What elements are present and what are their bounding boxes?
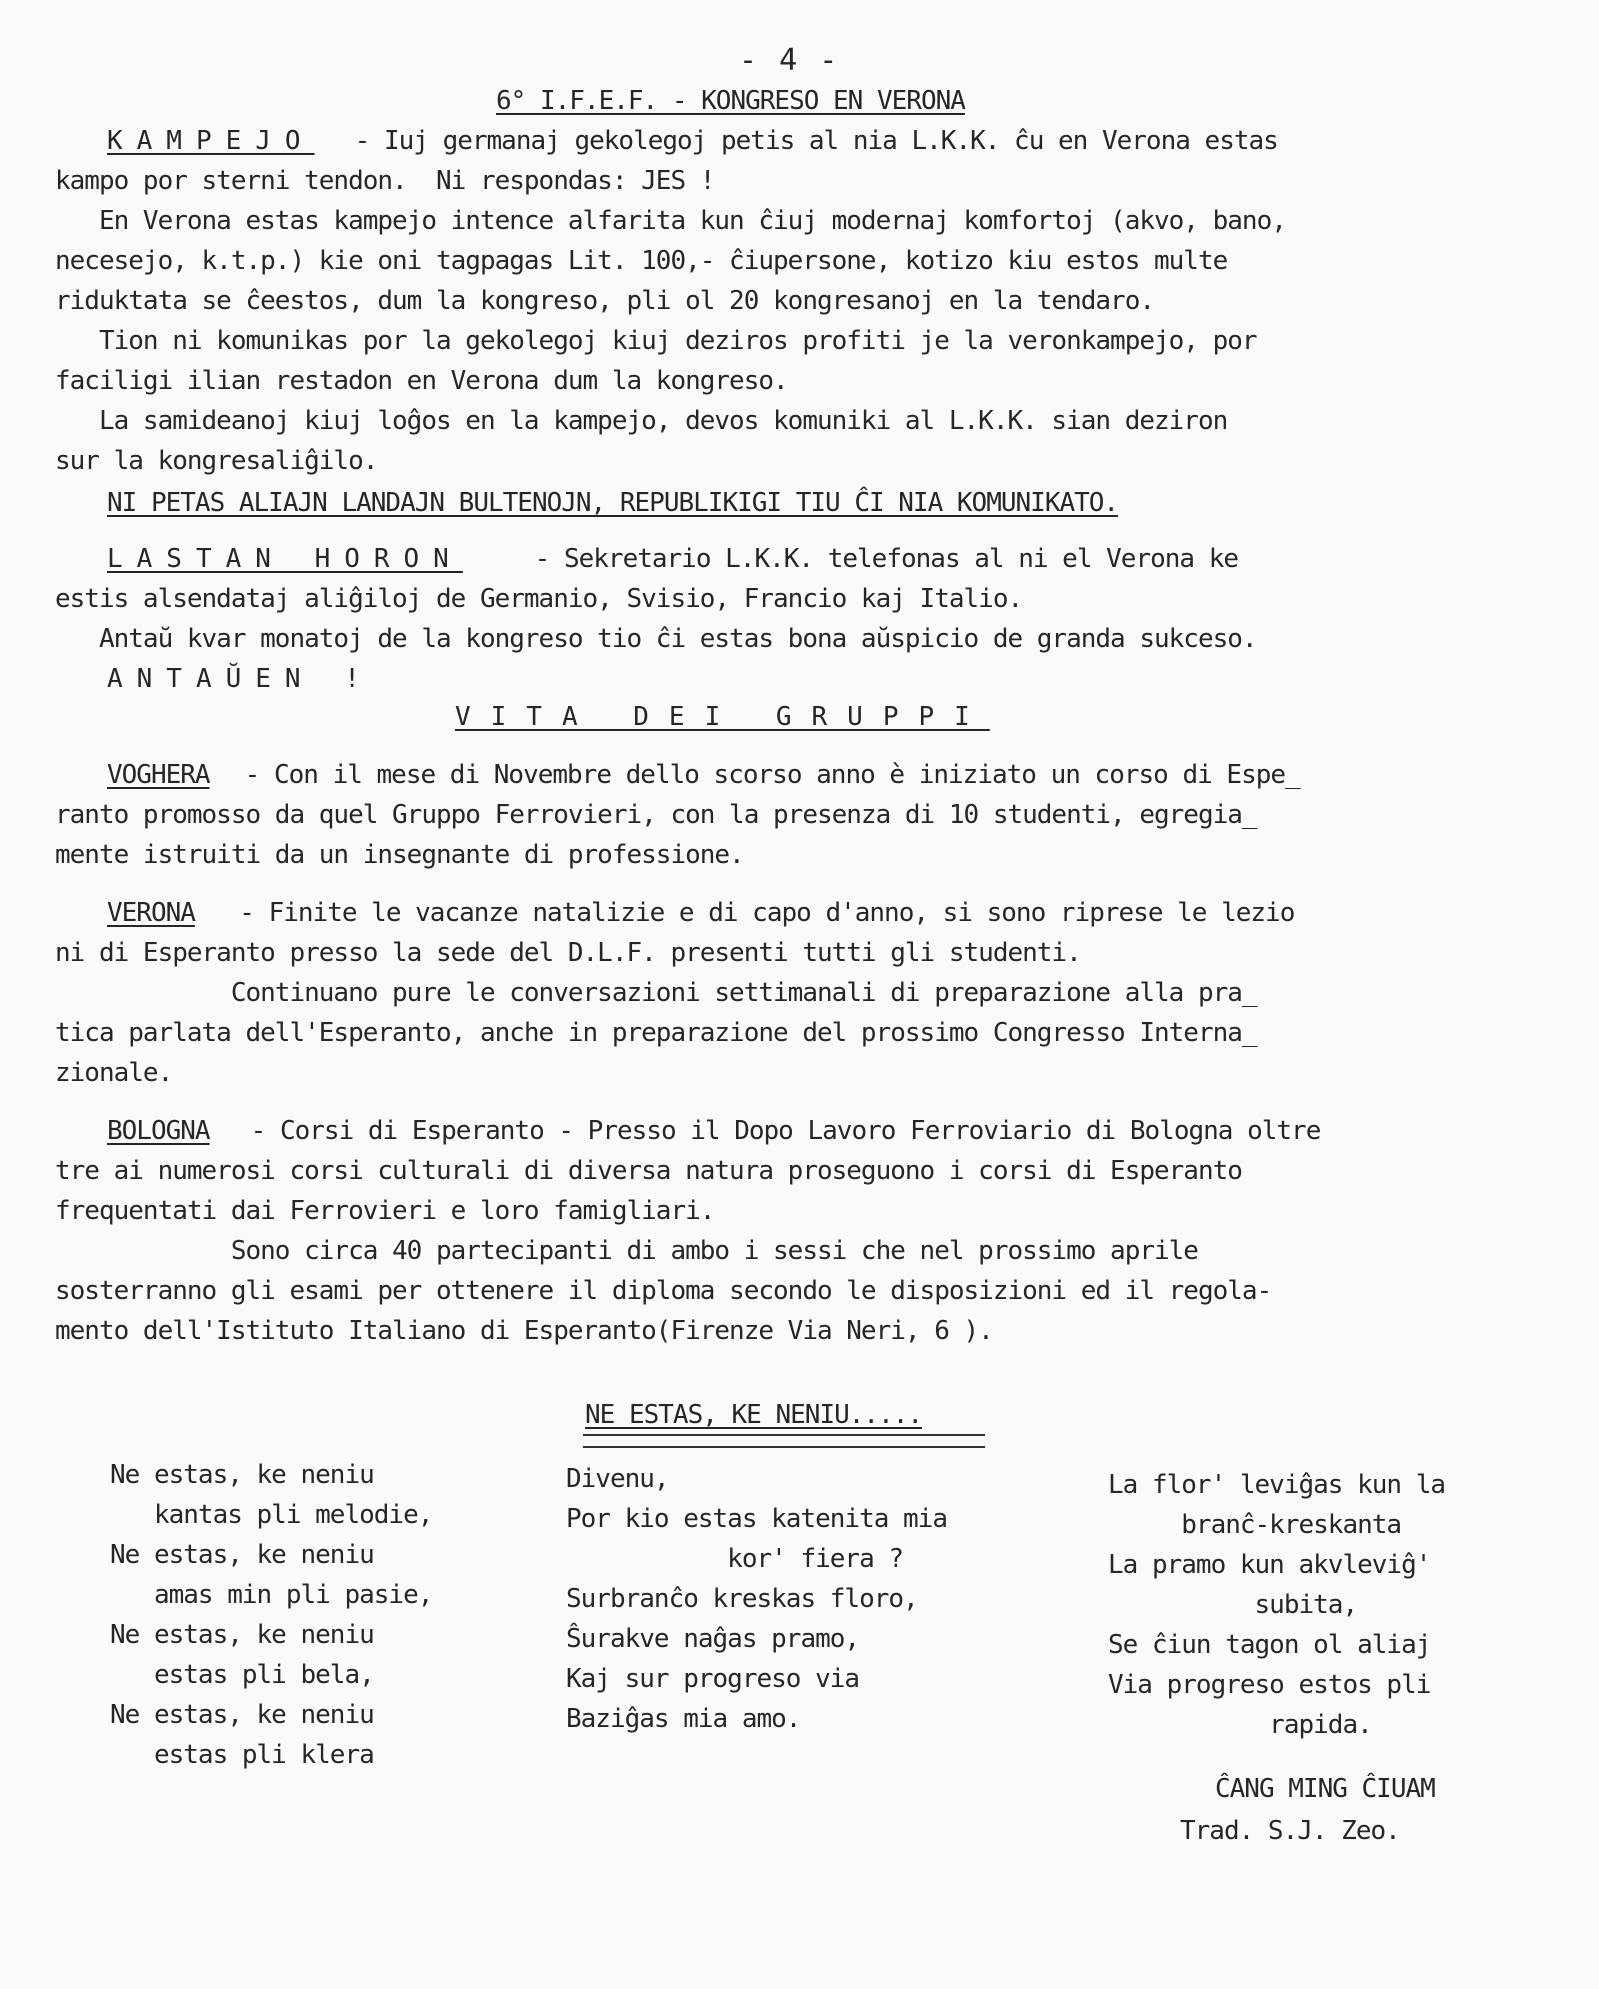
verona-line: ni di Esperanto presso la sede del D.L.F. presenti tutti gli studenti.: [55, 938, 1081, 968]
poem-line: amas min pli pasie,: [110, 1580, 433, 1610]
kampejo-line: En Verona estas kampejo intence alfarita kun ĉiuj modernaj komfortoj (akvo, bano,: [55, 206, 1286, 236]
kampejo-line: Tion ni komunikas por la gekolegoj kiuj deziros profiti je la veronkampejo, por: [55, 326, 1257, 356]
kampejo-line: necesejo, k.t.p.) kie oni tagpagas Lit. 100,- ĉiupersone, kotizo kiu estos multe: [55, 246, 1228, 276]
poem-line: Via progreso estos pli: [1108, 1670, 1431, 1700]
page-number: - 4 -: [739, 43, 840, 78]
kampejo-line: faciligi ilian restadon en Verona dum la kongreso.: [55, 366, 788, 396]
verona-line: - Finite le vacanze natalizie e di capo d'anno, si sono riprese le lezio: [210, 898, 1295, 928]
lastan-antauen: ANTAŬEN !: [107, 664, 374, 694]
poem-title-double-rule: [583, 1434, 985, 1448]
voghera-line: - Con il mese di Novembre dello scorso anno è iniziato un corso di Espe_: [230, 760, 1300, 790]
poem-line: Surbranĉo kreskas floro,: [566, 1584, 918, 1614]
lastan-heading: LASTAN HORON: [107, 544, 463, 574]
kampejo-notice: NI PETAS ALIAJN LANDAJN BULTENOJN, REPUBLIKIGI TIU ĈI NIA KOMUNIKATO.: [107, 488, 1119, 518]
bologna-line: - Corsi di Esperanto - Presso il Dopo Lavoro Ferroviario di Bologna oltre: [236, 1116, 1321, 1146]
poem-line: Ne estas, ke neniu: [110, 1700, 374, 1730]
poem-line: rapida.: [1108, 1710, 1372, 1740]
poem-author: ĈANG MING ĈIUAM: [1215, 1774, 1435, 1804]
kampejo-line: - Iuj germanaj gekolegoj petis al nia L.K.K. ĉu en Verona estas: [340, 126, 1278, 156]
poem-line: estas pli klera: [110, 1740, 374, 1770]
poem-line: Ne estas, ke neniu: [110, 1540, 374, 1570]
poem-line: Por kio estas katenita mia: [566, 1504, 947, 1534]
vita-title: VITA DEI GRUPPI: [455, 702, 990, 732]
verona-line: zionale.: [55, 1058, 173, 1088]
poem-line: estas pli bela,: [110, 1660, 374, 1690]
voghera-line: ranto promosso da quel Gruppo Ferrovieri, con la presenza di 10 studenti, egregia_: [55, 800, 1257, 830]
bologna-line: sosterranno gli esami per ottenere il diploma secondo le disposizioni ed il regola-: [55, 1276, 1272, 1306]
verona-name: VERONA: [107, 898, 195, 928]
kampejo-heading: KAMPEJO: [107, 126, 315, 156]
poem-line: Se ĉiun tagon ol aliaj: [1108, 1630, 1431, 1660]
verona-line: Continuano pure le conversazioni settimanali di preparazione alla pra_: [55, 978, 1257, 1008]
poem-line: kantas pli melodie,: [110, 1500, 433, 1530]
bologna-line: tre ai numerosi corsi culturali di diversa natura proseguono i corsi di Esperanto: [55, 1156, 1242, 1186]
poem-line: subita,: [1108, 1590, 1358, 1620]
poem-line: Ŝurakve naĝas pramo,: [566, 1624, 860, 1654]
poem-line: La pramo kun akvleviĝ': [1108, 1550, 1431, 1580]
kampejo-line: La samideanoj kiuj loĝos en la kampejo, devos komuniki al L.K.K. sian deziron: [55, 406, 1228, 436]
verona-line: tica parlata dell'Esperanto, anche in preparazione del prossimo Congresso Interna_: [55, 1018, 1257, 1048]
kampejo-line: kampo por sterni tendon. Ni respondas: JES !: [55, 166, 715, 196]
lastan-line: - Sekretario L.K.K. telefonas al ni el Verona ke: [520, 544, 1239, 574]
kampejo-line: riduktata se ĉeestos, dum la kongreso, pli ol 20 kongresanoj en la tendaro.: [55, 286, 1154, 316]
bologna-name: BOLOGNA: [107, 1116, 210, 1146]
kampejo-line: sur la kongresaliĝilo.: [55, 446, 378, 476]
poem-line: Ne estas, ke neniu: [110, 1620, 374, 1650]
poem-line: Baziĝas mia amo.: [566, 1704, 801, 1734]
voghera-name: VOGHERA: [107, 760, 210, 790]
lastan-line: Antaŭ kvar monatoj de la kongreso tio ĉi estas bona aŭspicio de granda sukceso.: [55, 624, 1257, 654]
poem-line: kor' fiera ?: [566, 1544, 904, 1574]
poem-line: branĉ-kreskanta: [1108, 1510, 1402, 1540]
poem-line: La flor' leviĝas kun la: [1108, 1470, 1446, 1500]
poem-line: Ne estas, ke neniu: [110, 1460, 374, 1490]
poem-line: Divenu,: [566, 1464, 669, 1494]
lastan-line: estis alsendataj aliĝiloj de Germanio, Svisio, Francio kaj Italio.: [55, 584, 1023, 614]
poem-title: NE ESTAS, KE NENIU.....: [585, 1400, 923, 1430]
poem-translator: Trad. S.J. Zeo.: [1180, 1816, 1400, 1846]
bologna-line: frequentati dai Ferrovieri e loro famigliari.: [55, 1196, 715, 1226]
voghera-line: mente istruiti da un insegnante di professione.: [55, 840, 744, 870]
page-header: 6° I.F.E.F. - KONGRESO EN VERONA: [496, 86, 965, 116]
bologna-line: mento dell'Istituto Italiano di Esperanto(Firenze Via Neri, 6 ).: [55, 1316, 993, 1346]
bologna-line: Sono circa 40 partecipanti di ambo i sessi che nel prossimo aprile: [55, 1236, 1198, 1266]
poem-line: Kaj sur progreso via: [566, 1664, 860, 1694]
